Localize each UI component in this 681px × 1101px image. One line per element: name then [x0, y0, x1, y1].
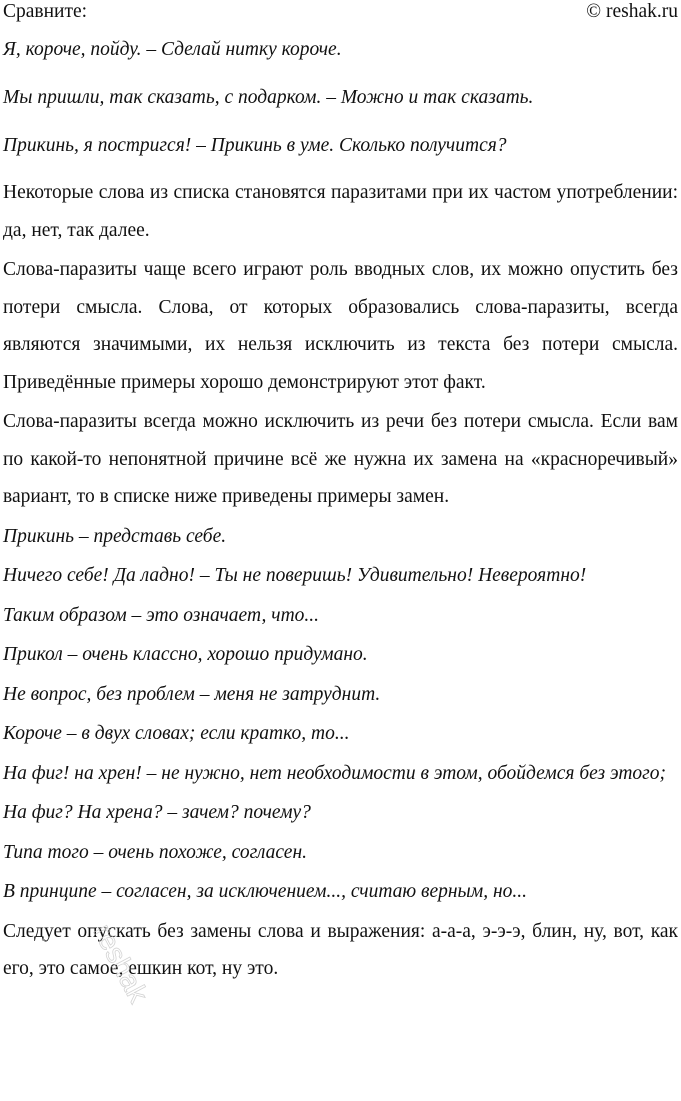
replacement-item: Короче – в двух словах; если кратко, то...	[3, 723, 350, 744]
example-line: Мы пришли, так сказать, с подарком. – Можно и так сказать.	[3, 87, 534, 108]
paragraph: Слова-паразиты чаще всего играют роль вводных слов, их можно опустить без потери смысла. Слова, от которых образовались слова-паразиты, всегда являются значимыми, их нельзя исключить из текста без потери смысла. Приведённые примеры хорошо демонстрируют этот факт.	[3, 259, 678, 393]
compare-label: Сравните:	[3, 1, 88, 22]
replacement-item: Ничего себе! Да ладно! – Ты не поверишь! Удивительно! Невероятно!	[3, 565, 587, 586]
replacement-item: На фиг! на хрен! – не нужно, нет необходимости в этом, обойдемся без этого;	[3, 762, 667, 784]
replacement-item: Прикол – очень классно, хорошо придумано.	[3, 644, 368, 665]
paragraph: Слова-паразиты всегда можно исключить из речи без потери смысла. Если вам по какой-то непонятной причине всё же нужна их замена на «красноречивый» вариант, то в списке ниже приведены примеры замен.	[3, 411, 678, 507]
header	[3, 0, 678, 26]
replacement-item: На фиг? На хрена? – зачем? почему?	[3, 802, 311, 823]
replacement-item: Не вопрос, без проблем – меня не затруднит.	[3, 683, 381, 705]
closing-paragraph: Следует опускать без замены слова и выражения: а-а-а, э-э-э, блин, ну, вот, как его, это самое, ешкин кот, ну это.	[3, 920, 678, 979]
replacement-item: Прикинь – представь себе.	[3, 525, 227, 547]
example-line: Прикинь, я постригся! – Прикинь в уме. Сколько получится?	[3, 135, 507, 156]
document-page	[3, 0, 678, 988]
paragraph: Некоторые слова из списка становятся паразитами при их частом употреблении: да, нет, так далее.	[3, 182, 678, 241]
replacement-item: В принципе – согласен, за исключением..., считаю верным, но...	[3, 881, 528, 902]
watermark-logo: reshak	[87, 918, 155, 1008]
copyright-label: © reshak.ru	[586, 1, 678, 22]
example-line: Я, короче, пойду. – Сделай нитку короче.	[3, 39, 342, 60]
replacement-item: Типа того – очень похоже, согласен.	[3, 841, 308, 863]
replacement-item: Таким образом – это означает, что...	[3, 604, 320, 626]
